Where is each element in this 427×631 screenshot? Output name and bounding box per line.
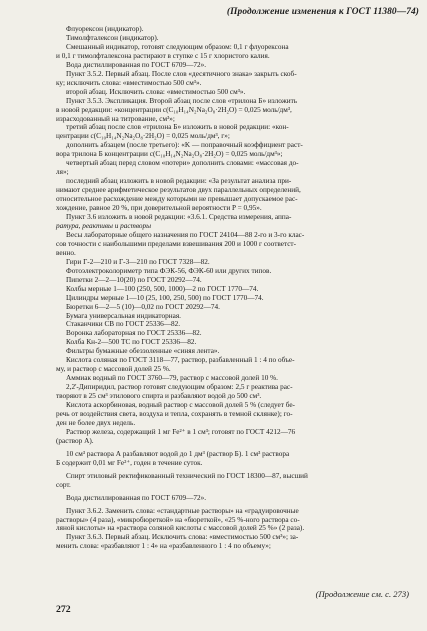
text-line: Фотоэлектроколориметр типа ФЭК-56, ФЭК-60 или других типов. <box>66 266 272 275</box>
text-line: менить слова: «разбавляют 1 : 4» на «разбавленного 1 : 4 по объему»; <box>56 542 271 551</box>
text-line: речь от воздействия света, воздуха и тепла, сохранять в темной склянке); го- <box>56 409 293 418</box>
text-line: Аммиак водный по ГОСТ 3760—79, раствор с массовой долей 10 %. <box>66 374 278 383</box>
text-line: Б содержит 0,01 мг Fe²⁺, годен в течение суток. <box>56 458 203 467</box>
text-line: Пункт 3.6.2. Заменить слова: «стандартные растворы» на «градуировочные <box>66 506 299 515</box>
text-line: Гири Г-2—210 и Г-3—210 по ГОСТ 7328—82. <box>66 257 210 266</box>
text-line: Кислота соляная по ГОСТ 3118—77, раствор, разбавленный 1 : 4 по объе- <box>66 356 295 365</box>
text-line: Воронка лабораторная по ГОСТ 25336—82. <box>66 329 202 338</box>
text-line: второй абзац. Исключить слова: «вместимостью 500 см³». <box>66 87 246 96</box>
text-line: 2,2'-Дипиридил, раствор готовят следующим образом: 2,5 г реактива рас- <box>66 383 293 392</box>
text-line: Бюретки 6—2—5 (10)—0,02 по ГОСТ 20292—74. <box>66 302 220 311</box>
text-line: Колба Кн-2—500 ТС по ГОСТ 25336—82. <box>66 338 197 347</box>
text-line: (раствор А). <box>56 436 94 445</box>
text-line: третий абзац после слов «трилона Б» изложить в новой редакции: «кон- <box>66 123 289 132</box>
text-line: Раствор железа, содержащий 1 мг Fe²⁺ в 1 см³; готовят по ГОСТ 4212—76 <box>66 427 296 436</box>
text-line: Кислота аскорбиновая, водный раствор с массовой долей 5 % (следует бе- <box>66 401 295 410</box>
text-line: нимают среднее арифметическое результатов двух параллельных определений, <box>56 186 301 195</box>
text-line: Фильтры бумажные обеззоленные «синяя лента». <box>66 347 220 356</box>
text-line: последний абзац изложить в новой редакции: «За результат анализа при- <box>66 177 292 186</box>
text-line: Пункт 3.5.2. Первый абзац. После слов «десятичного знака» закрыть скоб- <box>66 69 297 78</box>
text-line: Пипетки 2—2—10(20) по ГОСТ 20292—74. <box>66 275 202 284</box>
text-line: Тимолфталексон (индикатор). <box>66 33 159 42</box>
text-line: ляной кислоты» на «раствора соляной кислоты с массовой долей 25 %» (2 раза). <box>56 524 305 533</box>
text-line: Стаканчики СВ по ГОСТ 25336—82. <box>66 320 181 329</box>
text-line: сорт. <box>56 480 71 489</box>
text-line: Пункт 3.5.3. Экспликация. Второй абзац после слов «трилона Б» изложить <box>66 96 298 105</box>
text-line: Весы лабораторные общего назначения по ГОСТ 24104—88 2-го и 3-го клас- <box>66 230 305 239</box>
text-line: ратура, реактивы и растворы <box>56 221 152 230</box>
text-line: Вода дистиллированная по ГОСТ 6709—72». <box>66 60 207 69</box>
text-line: Вода дистиллированная по ГОСТ 6709—72». <box>66 493 207 502</box>
text-line: в новой редакции: «концентрации c(C₁₀H₁₄N₂Na₂O₈·2H₂O) = 0,025 моль/дм³, <box>56 105 292 114</box>
page-number: 272 <box>56 604 71 615</box>
text-line: и 0,1 г тимолфталексона растирают в ступке с 15 г хлористого калия. <box>56 51 270 60</box>
text-line: Бумага универсальная индикаторная. <box>66 311 181 320</box>
text-line: относительное расхождение между которыми не превышает допускаемое рас- <box>56 195 298 204</box>
document-body <box>56 25 405 551</box>
text-line: творяют в 25 см³ этилового спирта и разбавляют водой до 500 см³. <box>56 392 262 401</box>
text-line: четвертый абзац перед словом «потери» дополнить словами: «массовая до- <box>66 159 299 168</box>
text-line: растворы» (4 раза), «микробюреткой» на «бюреткой», «25 %-ного раствора со- <box>56 515 300 524</box>
text-line: центрации c(C₁₀H₁₄N₂Na₂O₈·2H₂O) = 0,025 моль/дм³, г»; <box>56 132 230 141</box>
text-line: Пункт 3.6 изложить в новой редакции: «3.6.1. Средства измерения, аппа- <box>66 213 292 222</box>
text-line: хождение, равное 20 %, при доверительной вероятности P = 0,95». <box>56 204 262 213</box>
text-line: ден не более двух недель. <box>56 418 136 427</box>
text-line: Пункт 3.6.3. Первый абзац. Исключить слова: «вместимостью 500 см³»; за- <box>66 533 299 542</box>
text-line: ля»; <box>56 168 69 177</box>
text-line: дополнить абзацем (после третьего): «K — поправочный коэффициент раст- <box>66 141 303 150</box>
text-line: Цилиндры мерные 1—10 (25, 100, 250, 500) по ГОСТ 1770—74. <box>66 293 264 302</box>
text-line: вора трилона Б концентрации c(C₁₀H₁₄N₂Na₂O₈·2H₂O) = 0,025 моль/дм³»; <box>56 150 283 159</box>
page-header: (Продолжение изменения к ГОСТ 11380—74) <box>226 7 419 17</box>
text-line: му, и раствор с массовой долей 25 %. <box>56 365 171 374</box>
text-line: Смешанный индикатор, готовят следующим образом: 0,1 г флуорексона <box>66 42 289 51</box>
continuation-note: (Продолжение см. с. 273) <box>315 589 409 599</box>
text-line: Спирт этиловый ректификованный технический по ГОСТ 18300—87, высший <box>66 471 308 480</box>
text-line: израсходованный на титрование, см³»; <box>56 114 175 123</box>
text-line: 10 см³ раствора А разбавляют водой до 1 дм³ (раствор Б). 1 см³ раствора <box>66 449 290 458</box>
text-line: Флуорексон (индикатор). <box>66 25 144 33</box>
text-line: ку; исключить слова: «вместимостью 500 см³». <box>56 78 202 87</box>
text-line: сов точности с наибольшими пределами взвешивания 200 и 1000 г соответст- <box>56 239 297 248</box>
text-line: Колбы мерные 1—100 (250, 500, 1000)—2 по ГОСТ 1770—74. <box>66 284 259 293</box>
text-line: венно. <box>56 248 76 257</box>
